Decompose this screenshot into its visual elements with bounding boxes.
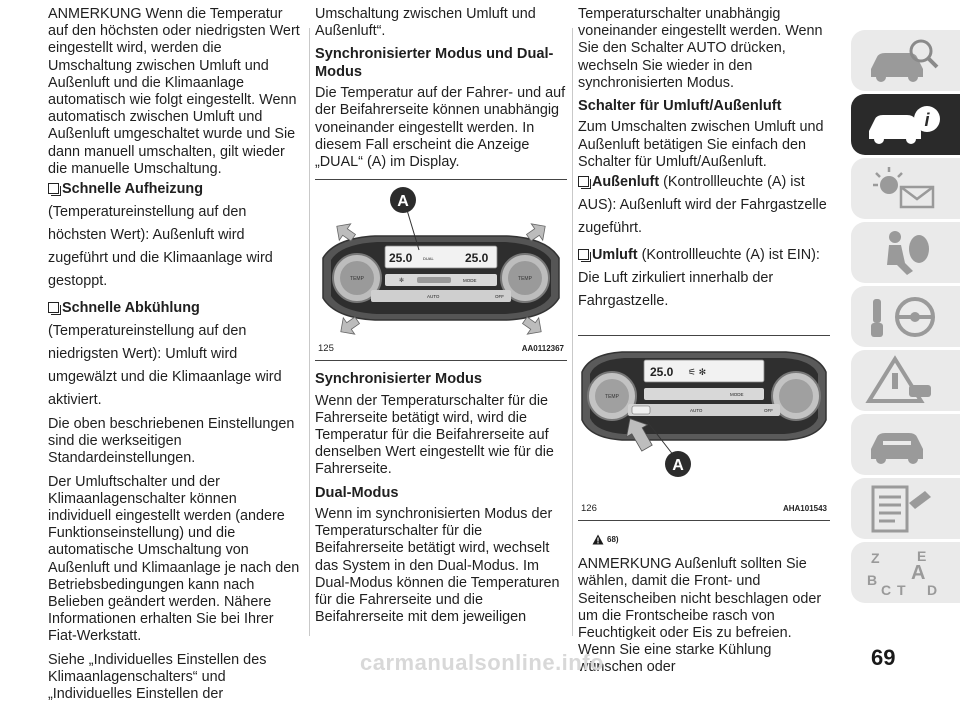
svg-text:Z: Z [871, 550, 880, 566]
chapter-navigation [851, 30, 960, 606]
page-number: 69 [871, 645, 896, 670]
column-1 [48, 6, 300, 709]
svg-text:MODE: MODE [730, 392, 744, 398]
car-service-icon [865, 419, 945, 471]
column-divider [572, 28, 573, 636]
svg-text:25.0: 25.0 [465, 251, 489, 266]
list-item-schnelle-aufheizung: Schnelle Aufheizung (Temperatureinstellung auf den höchsten Wert): Außenluft wird zugeführt und die Klimaanlage wird gestoppt. [48, 181, 273, 290]
tab-specifications[interactable] [851, 478, 960, 539]
section-heading: Dual-Modus [315, 484, 399, 501]
paragraph: Wenn im synchronisierten Modus der Temperaturschalter für die Beifahrerseite betätigt wird, wechselt das System in den Dual-Modus. Im Dual-Modus können die Temperaturen für die Fahrerseite und die Beifahrerseite mit dem jeweiligen [315, 506, 560, 626]
svg-text:C: C [881, 582, 892, 598]
car-info-icon [865, 99, 945, 151]
key-steering-wheel-icon [865, 291, 945, 343]
svg-text:DUAL: DUAL [423, 256, 434, 262]
paragraph: Umschaltung zwischen Umluft und Außenluft“. [315, 6, 536, 40]
svg-text:D: D [927, 582, 938, 598]
tab-index[interactable] [851, 542, 960, 603]
svg-text:25.0: 25.0 [650, 365, 674, 380]
tab-warning-lights[interactable] [851, 158, 960, 219]
specification-list-icon [865, 483, 945, 535]
tab-maintenance[interactable] [851, 414, 960, 475]
paragraph: Die oben beschriebenen Einstellungen sind die werkseitigen Standardeinstellungen. [48, 416, 295, 467]
svg-text:OFF: OFF [764, 408, 773, 414]
section-heading: Synchronisierter Modus [315, 371, 483, 388]
warning-light-message-icon [865, 163, 945, 215]
list-marker-icon [48, 302, 59, 313]
svg-text:A: A [672, 457, 684, 475]
figure-125 [315, 179, 567, 361]
svg-text:OFF: OFF [495, 294, 504, 300]
svg-text:25.0: 25.0 [389, 251, 413, 266]
svg-text:TEMP: TEMP [518, 276, 532, 283]
svg-text:T: T [897, 582, 906, 598]
column-3 [578, 6, 830, 683]
watermark: carmanualsonline.info [360, 650, 604, 675]
column-2 [315, 6, 567, 632]
paragraph: ANMERKUNG Außenluft sollten Sie wählen, damit die Front- und Seitenscheiben nicht beschlagen oder um die Frontscheibe rasch von Feuchtigkeit oder Eis zu befreien. Wenn Sie eine starke Kühlung wünschen oder [578, 556, 822, 676]
car-search-icon [865, 35, 945, 87]
section-heading: Synchronisierter Modus und Dual-Modus [315, 46, 554, 80]
figure-code: AHA101543 [782, 503, 827, 513]
tab-emergency[interactable] [851, 350, 960, 411]
figure-number: 126 [581, 502, 597, 514]
paragraph: Die Temperatur auf der Fahrer- und auf der Beifahrerseite können unabhängig voneinander eingestellt werden. In diesem Fall erscheint die Anzeige „DUAL“ (A) im Display. [315, 85, 566, 171]
paragraph: Siehe „Individuelles Einstellen des Klimaanlagenschalters“ und „Individuelles Einstellen der [48, 651, 267, 703]
alphabetical-index-icon [865, 547, 945, 599]
list-item-umluft: Umluft (Kontrollleuchte (A) ist EIN): Die Luft zirkuliert innerhalb der Fahrgastzelle. [578, 247, 820, 310]
figure-126 [578, 335, 830, 521]
list-marker-icon [578, 249, 589, 260]
climate-control-panel-illustration [315, 180, 567, 346]
paragraph: Temperaturschalter unabhängig voneinander eingestellt werden. Wenn Sie den Schalter AUTO drücken, wechseln Sie wieder in den synchronisierten Modus. [578, 6, 823, 91]
paragraph: Wenn der Temperaturschalter für die Fahrerseite betätigt wird, wird die Temperatur für die Beifahrerseite auf denselben Wert eingestellt wie für die Fahrerseite. [315, 392, 554, 478]
tab-safety[interactable] [851, 222, 960, 283]
warning-triangle-icon [865, 355, 945, 407]
tab-car-search[interactable] [851, 30, 960, 91]
svg-text:B: B [867, 572, 878, 588]
svg-text:AUTO: AUTO [427, 294, 440, 300]
list-item-aussenluft: Außenluft (Kontrollleuchte (A) ist AUS): Außenluft wird der Fahrgastzelle zugeführt. [578, 174, 827, 237]
warning-triangle-icon [592, 534, 604, 545]
svg-text:E: E [917, 548, 927, 564]
anmerkung-paragraph: ANMERKUNG Wenn die Temperatur auf den höchsten oder niedrigsten Wert eingestellt wird, werden die Umschaltung zwischen Umluft und Außenluft und die Klimaanlage automatisch wie folgt eingestellt. Wenn automatisch zwischen Umluft und Außenluft umgeschaltet wurde und Sie dann manuell umschalten, gilt wieder die manuelle Umschaltung. [48, 6, 300, 177]
svg-text:✻: ✻ [399, 278, 405, 285]
svg-text:⚟ ✻: ⚟ ✻ [688, 367, 707, 378]
svg-text:MODE: MODE [463, 278, 477, 284]
paragraph: Zum Umschalten zwischen Umluft und Außenluft betätigen Sie einfach den Schalter für Umluft/Außenluft. [578, 119, 824, 170]
list-marker-icon [48, 183, 59, 194]
column-divider [309, 28, 310, 636]
paragraph: Der Umluftschalter und der Klimaanlagenschalter können individuell eingestellt werden (andere Funktionseinstellung) und die automatische Umschaltung von Außenluft und Klimaanlage je nach den Betriebsbedingungen kann nach Belieben geändert werden. Nähere Informationen erhalten Sie bei Ihrer Fiat-Werkstatt. [48, 473, 300, 645]
list-item-schnelle-abkuehlung: Schnelle Abkühlung (Temperatureinstellung auf den niedrigsten Wert): Umluft wird umgewälzt und die Klimaanlage wird aktiviert. [48, 300, 282, 409]
tab-starting-driving[interactable] [851, 286, 960, 347]
figure-code: AA0112367 [521, 344, 564, 354]
figure-number: 125 [318, 343, 334, 355]
list-marker-icon [578, 176, 589, 187]
svg-text:TEMP: TEMP [350, 276, 364, 283]
svg-text:i: i [924, 110, 930, 130]
svg-text:A: A [911, 562, 926, 584]
svg-text:AUTO: AUTO [690, 408, 703, 414]
svg-text:TEMP: TEMP [605, 394, 619, 401]
recirculation-switch-illustration [578, 336, 830, 506]
svg-text:A: A [397, 193, 409, 211]
airbag-person-icon [865, 227, 945, 279]
warning-reference: 68) [592, 531, 830, 548]
tab-car-info[interactable] [851, 94, 960, 155]
section-heading: Schalter für Umluft/Außenluft [578, 98, 782, 115]
